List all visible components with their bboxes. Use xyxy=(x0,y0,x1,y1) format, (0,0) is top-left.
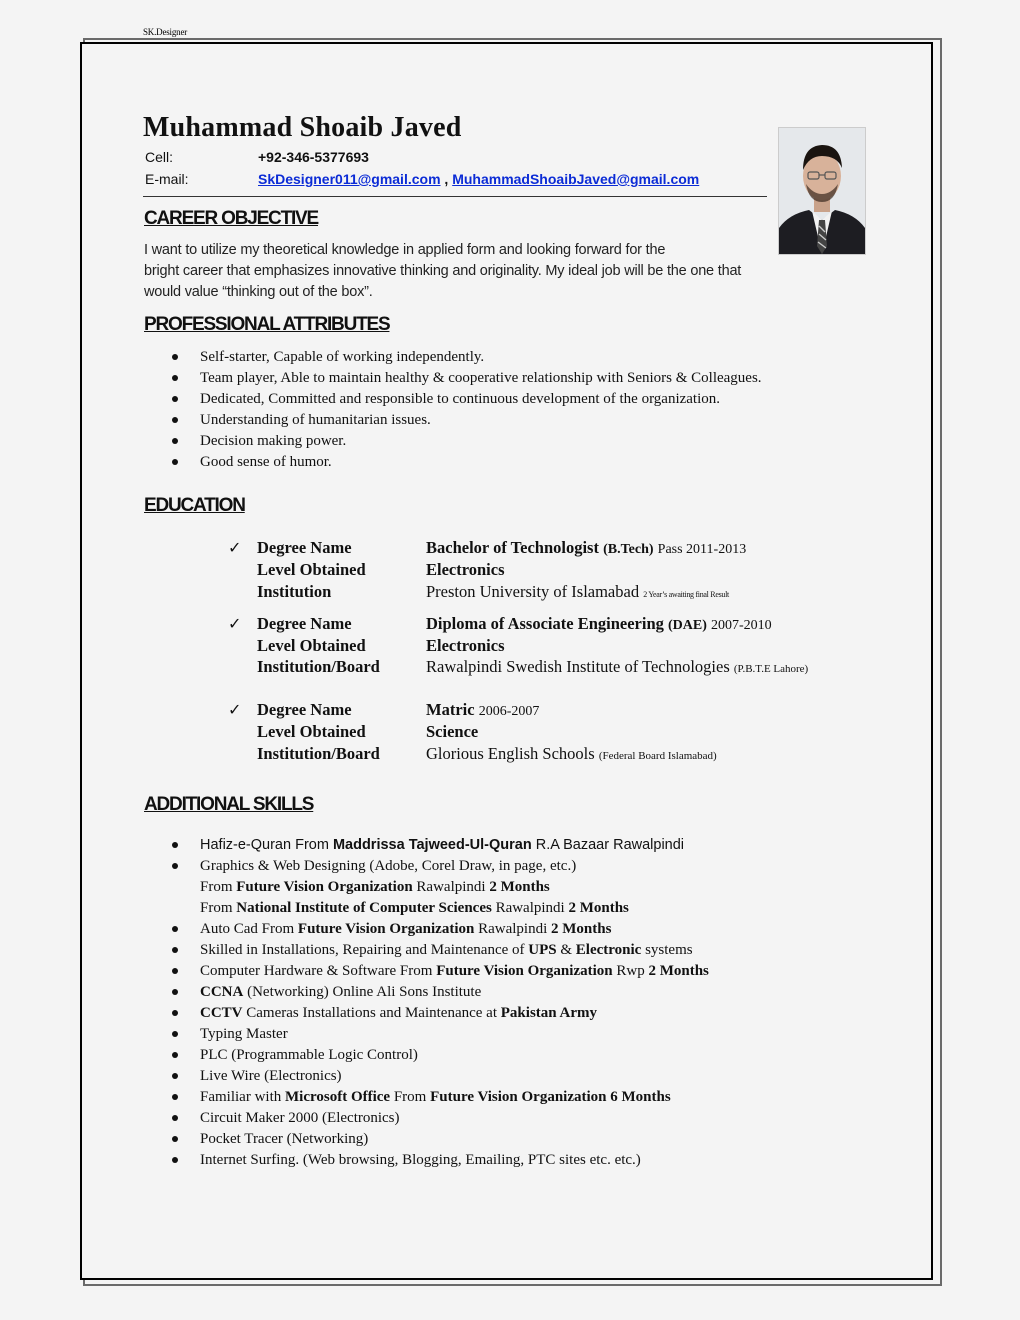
level-value: Science xyxy=(426,722,479,741)
bullet-icon xyxy=(172,396,178,402)
email-link-2[interactable]: MuhammadShoaibJaved@gmail.com xyxy=(452,171,700,187)
bullet-icon xyxy=(172,1157,178,1163)
level-value: Electronics xyxy=(426,560,505,579)
institution-value: Glorious English Schools (Federal Board Islamabad) xyxy=(426,744,717,763)
list-item: Familiar with Microsoft Office From Future Vision Organization 6 Months xyxy=(144,1087,924,1108)
list-item: Understanding of humanitarian issues. xyxy=(144,410,904,431)
list-item: Team player, Able to maintain healthy & cooperative relationship with Seniors & Colleagues. xyxy=(144,368,904,389)
cell-value: +92-346-5377693 xyxy=(258,149,369,165)
degree-value: Matric 2006-2007 xyxy=(426,700,540,719)
document-header-label: SK.Designer xyxy=(143,27,188,37)
bullet-icon xyxy=(172,1094,178,1100)
bullet-icon xyxy=(172,354,178,360)
institution-label: Institution/Board xyxy=(257,657,380,676)
list-item: Skilled in Installations, Repairing and Maintenance of UPS & Electronic systems xyxy=(144,940,924,961)
career-objective-heading: CAREER OBJECTIVE xyxy=(144,208,319,229)
degree-label: Degree Name xyxy=(257,700,352,719)
bullet-icon xyxy=(172,989,178,995)
education-heading: EDUCATION xyxy=(144,495,245,516)
level-label: Level Obtained xyxy=(257,636,366,655)
list-item: Live Wire (Electronics) xyxy=(144,1066,924,1087)
objective-line-2: bright career that emphasizes innovative thinking and originality. My ideal job will be the one that xyxy=(144,263,742,279)
bullet-icon xyxy=(172,1031,178,1037)
bullet-icon xyxy=(172,438,178,444)
bullet-icon xyxy=(172,947,178,953)
bullet-icon xyxy=(172,1073,178,1079)
degree-label: Degree Name xyxy=(257,614,352,633)
level-label: Level Obtained xyxy=(257,560,366,579)
institution-value: Preston University of Islamabad 2 Year’s awaiting final Result xyxy=(426,582,729,601)
email-label: E-mail: xyxy=(145,171,189,187)
email-values xyxy=(258,171,699,187)
list-item: Hafiz-e-Quran From Maddrissa Tajweed-Ul-Quran R.A Bazaar Rawalpindi xyxy=(144,835,924,856)
bullet-icon xyxy=(172,926,178,932)
career-objective-text xyxy=(144,240,844,303)
skills-list xyxy=(144,835,924,1171)
bullet-icon xyxy=(172,375,178,381)
list-item: Dedicated, Committed and responsible to continuous development of the organization. xyxy=(144,389,904,410)
institution-label: Institution/Board xyxy=(257,744,380,763)
list-item: PLC (Programmable Logic Control) xyxy=(144,1045,924,1066)
list-item: Typing Master xyxy=(144,1024,924,1045)
list-item: Circuit Maker 2000 (Electronics) xyxy=(144,1108,924,1129)
bullet-icon xyxy=(172,968,178,974)
level-label: Level Obtained xyxy=(257,722,366,741)
list-item: Auto Cad From Future Vision Organization Rawalpindi 2 Months xyxy=(144,919,924,940)
objective-line-3: would value “thinking out of the box”. xyxy=(144,284,373,300)
applicant-name: Muhammad Shoaib Javed xyxy=(143,112,462,143)
check-icon: ✓ xyxy=(228,540,242,557)
header-divider xyxy=(143,196,767,197)
portrait-photo xyxy=(778,127,866,255)
bullet-icon xyxy=(172,1115,178,1121)
list-item: Good sense of humor. xyxy=(144,452,904,473)
bullet-icon xyxy=(172,1010,178,1016)
bullet-icon xyxy=(172,1052,178,1058)
list-item: CCNA (Networking) Online Ali Sons Institute xyxy=(144,982,924,1003)
institution-value: Rawalpindi Swedish Institute of Technologies (P.B.T.E Lahore) xyxy=(426,657,809,676)
degree-value: Diploma of Associate Engineering (DAE) 2007-2010 xyxy=(426,614,772,633)
list-item: Pocket Tracer (Networking) xyxy=(144,1129,924,1150)
check-icon: ✓ xyxy=(228,616,242,633)
cell-label: Cell: xyxy=(145,149,174,165)
email-link-1[interactable]: SkDesigner011@gmail.com xyxy=(258,171,441,187)
list-item: Decision making power. xyxy=(144,431,904,452)
degree-label: Degree Name xyxy=(257,538,352,557)
list-item: Internet Surfing. (Web browsing, Blogging, Emailing, PTC sites etc. etc.) xyxy=(144,1150,924,1171)
list-item: Graphics & Web Designing (Adobe, Corel Draw, in page, etc.) From Future Vision Organization Rawalpindi 2 Months From National Institute of Computer Sciences Rawalpindi 2 Months xyxy=(144,856,924,919)
bullet-icon xyxy=(172,459,178,465)
attributes-list xyxy=(144,347,904,473)
bullet-icon xyxy=(172,1136,178,1142)
objective-line-1: I want to utilize my theoretical knowledge in applied form and looking forward for the xyxy=(144,242,666,258)
degree-value: Bachelor of Technologist (B.Tech) Pass 2011-2013 xyxy=(426,538,747,557)
professional-attributes-heading: PROFESSIONAL ATTRIBUTES xyxy=(144,314,390,335)
list-item: CCTV Cameras Installations and Maintenance at Pakistan Army xyxy=(144,1003,924,1024)
bullet-icon xyxy=(172,417,178,423)
bullet-icon xyxy=(172,863,178,869)
additional-skills-heading: ADDITIONAL SKILLS xyxy=(144,794,314,815)
email-separator: , xyxy=(440,171,453,187)
list-item: Computer Hardware & Software From Future Vision Organization Rwp 2 Months xyxy=(144,961,924,982)
bullet-icon xyxy=(172,842,178,848)
institution-label: Institution xyxy=(257,582,332,601)
check-icon: ✓ xyxy=(228,702,242,719)
portrait-icon xyxy=(779,128,865,254)
level-value: Electronics xyxy=(426,636,505,655)
list-item: Self-starter, Capable of working independently. xyxy=(144,347,904,368)
